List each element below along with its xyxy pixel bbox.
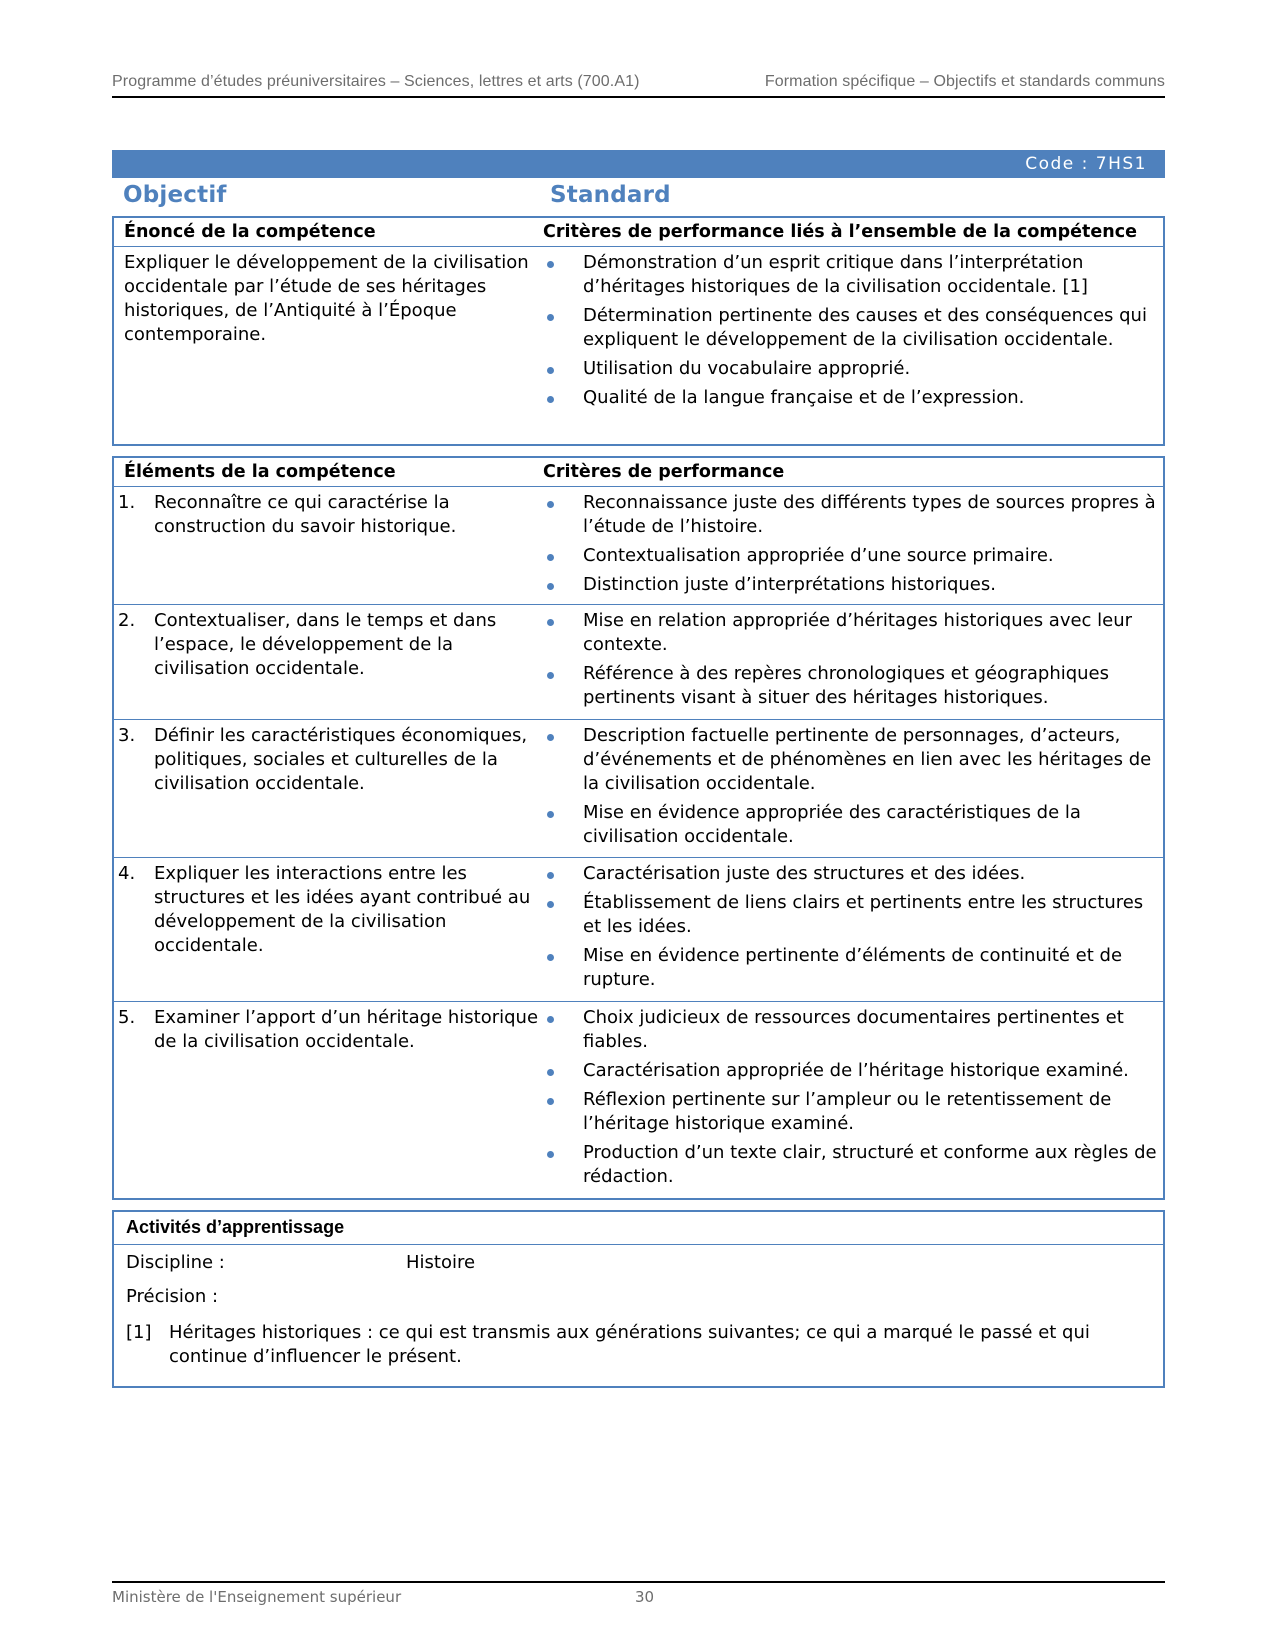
- footnote: [114, 1313, 1163, 1381]
- criterion-item: Distinction juste d’interprétations historiques.: [543, 573, 1157, 597]
- criterion-item: Mise en évidence pertinente d’éléments de continuité et de rupture.: [543, 944, 1157, 992]
- bullet-icon: [547, 367, 554, 374]
- course-code: Code : 7HS1: [1025, 154, 1147, 174]
- criterion-item: Production d’un texte clair, structuré et conforme aux règles de rédaction.: [543, 1141, 1157, 1189]
- bullet-icon: [547, 734, 554, 741]
- criterion-item: Qualité de la langue française et de l’expression.: [543, 386, 1157, 410]
- criterion-item: Utilisation du vocabulaire approprié.: [543, 357, 1157, 381]
- element-number: 2.: [118, 610, 136, 631]
- bullet-icon: [547, 811, 554, 818]
- criterion-item: Contextualisation appropriée d’une source primaire.: [543, 544, 1157, 568]
- element-row-2: [114, 604, 1163, 719]
- bullet-icon: [547, 1098, 554, 1105]
- discipline-line: [114, 1245, 1163, 1279]
- bullet-icon: [547, 672, 554, 679]
- statement-text: Expliquer le développement de la civilisation occidentale par l’étude de ses héritages historiques, de l’Antiquité à l’Époque contemporaine.: [124, 252, 529, 345]
- elements-header: Éléments de la compétence: [124, 462, 396, 482]
- criterion-item: Réflexion pertinente sur l’ampleur ou le retentissement de l’héritage historique examiné.: [543, 1088, 1157, 1136]
- bullet-icon: [547, 619, 554, 626]
- bullet-icon: [547, 1069, 554, 1076]
- bullet-icon: [547, 872, 554, 879]
- code-bar: [112, 150, 1165, 178]
- criterion-item: Démonstration d’un esprit critique dans l’interprétation d’héritages historiques de la civilisation occidentale. [1]: [543, 251, 1157, 299]
- element-text: Expliquer les interactions entre les structures et les idées ayant contribué au développement de la civilisation occidentale.: [154, 863, 531, 956]
- criterion-item: Description factuelle pertinente de personnages, d’acteurs, d’événements et de phénomènes en lien avec les héritages de la civilisation occidentale.: [543, 724, 1157, 796]
- bullet-icon: [547, 261, 554, 268]
- page-header: [112, 72, 1165, 98]
- element-number: 1.: [118, 492, 136, 513]
- element-number: 5.: [118, 1007, 136, 1028]
- program-title: Programme d’études préuniversitaires – Sciences, lettres et arts (700.A1): [112, 73, 640, 90]
- discipline-value: Histoire: [406, 1252, 476, 1273]
- criterion-item: Mise en relation appropriée d’héritages historiques avec leur contexte.: [543, 609, 1157, 657]
- bullet-icon: [547, 583, 554, 590]
- criterion-item: Établissement de liens clairs et pertinents entre les structures et les idées.: [543, 891, 1157, 939]
- activities-box: [112, 1210, 1165, 1388]
- criterion-item: Mise en évidence appropriée des caractéristiques de la civilisation occidentale.: [543, 801, 1157, 849]
- footnote-text: Héritages historiques : ce qui est transmis aux générations suivantes; ce qui a marqué le passé et qui continue d’influencer le présent.: [169, 1322, 1090, 1367]
- statement-header: Énoncé de la compétence: [124, 222, 376, 242]
- element-text: Examiner l’apport d’un héritage historique de la civilisation occidentale.: [154, 1007, 539, 1052]
- precision-line: [114, 1279, 1163, 1313]
- bullet-icon: [547, 501, 554, 508]
- element-row-5: [114, 1001, 1163, 1195]
- bullet-icon: [547, 1151, 554, 1158]
- element-text: Définir les caractéristiques économiques, politiques, sociales et culturelles de la civilisation occidentale.: [154, 725, 528, 794]
- precision-label: Précision :: [126, 1286, 219, 1307]
- page-footer: [112, 1581, 1165, 1606]
- activities-header: Activités d’apprentissage: [114, 1212, 1163, 1245]
- criterion-item: Caractérisation appropriée de l’héritage historique examiné.: [543, 1059, 1157, 1083]
- statement-row: [114, 246, 1163, 416]
- bullet-icon: [547, 954, 554, 961]
- objective-title: Objectif: [123, 182, 227, 208]
- criterion-item: Choix judicieux de ressources documentaires pertinentes et fiables.: [543, 1006, 1157, 1054]
- discipline-label: Discipline :: [126, 1252, 225, 1273]
- standard-title: Standard: [550, 182, 671, 208]
- bullet-icon: [547, 554, 554, 561]
- element-text: Reconnaître ce qui caractérise la construction du savoir historique.: [154, 492, 457, 537]
- elements-box: [112, 456, 1165, 1200]
- page-number: 30: [635, 1588, 655, 1606]
- criterion-item: Caractérisation juste des structures et des idées.: [543, 862, 1157, 886]
- bullet-icon: [547, 901, 554, 908]
- statement-box: [112, 216, 1165, 446]
- statement-criteria-list: [543, 251, 1157, 410]
- element-row-1: [114, 486, 1163, 604]
- element-number: 3.: [118, 725, 136, 746]
- elements-criteria-header: Critères de performance: [543, 462, 785, 482]
- bullet-icon: [547, 1016, 554, 1023]
- footnote-ref: [1]: [126, 1322, 152, 1343]
- criterion-item: Reconnaissance juste des différents types de sources propres à l’étude de l’histoire.: [543, 491, 1157, 539]
- element-row-4: [114, 857, 1163, 1001]
- elements-header-row: [114, 458, 1163, 486]
- statement-header-row: [114, 218, 1163, 246]
- criterion-item: Référence à des repères chronologiques et géographiques pertinents visant à situer des héritages historiques.: [543, 662, 1157, 710]
- section-title: Formation spécifique – Objectifs et standards communs: [764, 73, 1165, 90]
- criterion-item: Détermination pertinente des causes et des conséquences qui expliquent le développement de la civilisation occidentale.: [543, 304, 1157, 352]
- element-text: Contextualiser, dans le temps et dans l’espace, le développement de la civilisation occidentale.: [154, 610, 497, 679]
- ministry-name: Ministère de l'Enseignement supérieur: [112, 1588, 402, 1606]
- bullet-icon: [547, 314, 554, 321]
- element-row-3: [114, 719, 1163, 857]
- bullet-icon: [547, 396, 554, 403]
- statement-criteria-header: Critères de performance liés à l’ensemble de la compétence: [543, 222, 1137, 242]
- element-number: 4.: [118, 863, 136, 884]
